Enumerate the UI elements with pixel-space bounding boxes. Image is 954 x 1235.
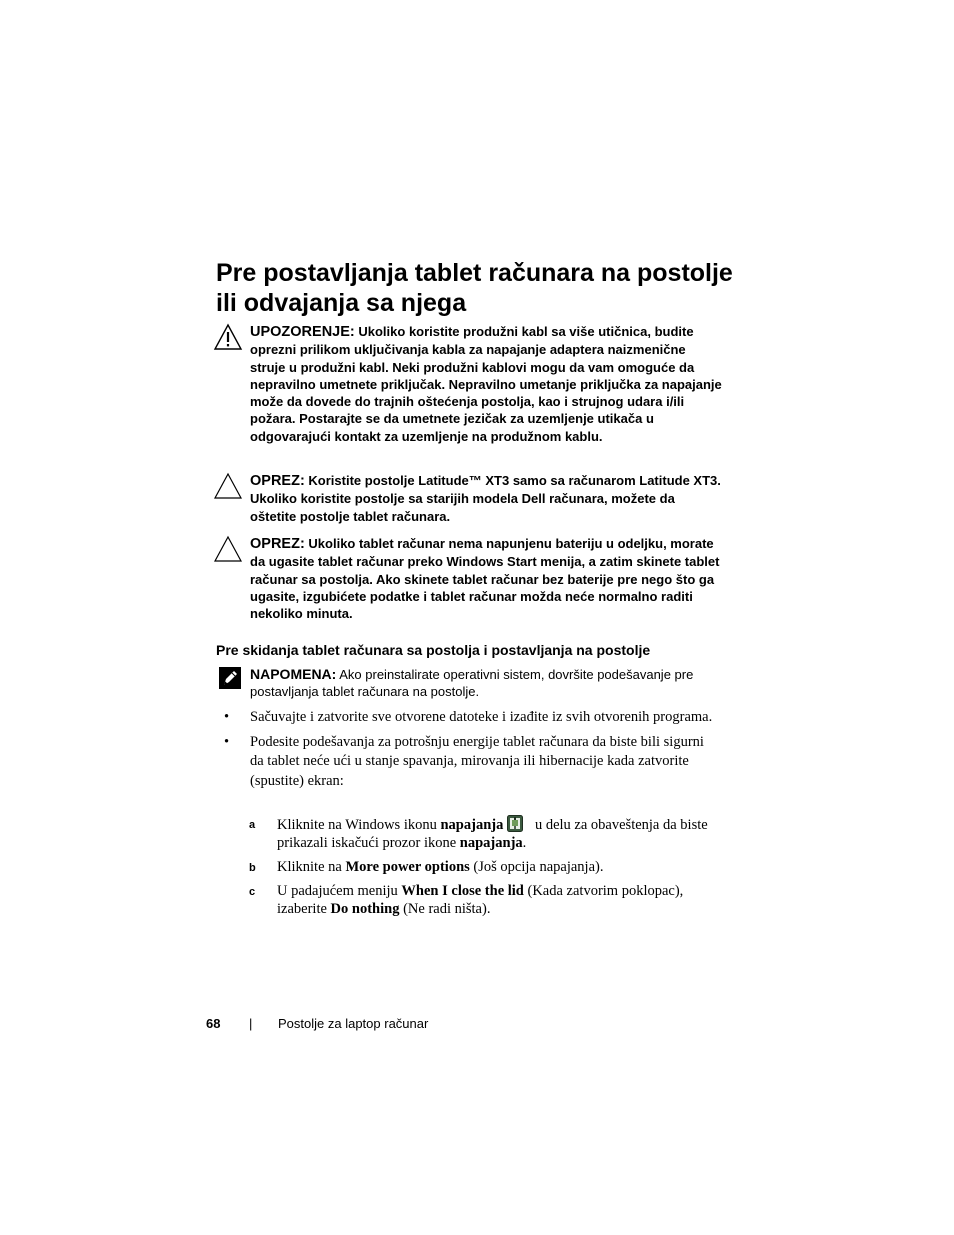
- warning-icon: [213, 323, 243, 351]
- note-label: NAPOMENA:: [250, 666, 337, 682]
- step-letter: a: [249, 819, 256, 831]
- step-c: c U padajućem meniju When I close the lid (Kada zatvorim poklopac), izaberite Do nothing (Ne radi ništa).: [249, 883, 684, 917]
- bullet-list: [224, 708, 714, 796]
- caution-icon: [213, 535, 243, 563]
- list-item: • Podesite podešavanja za potrošnju energije tablet računara da biste bili sigurni da tablet neće ući u stanje spavanja, mirovanja ili hibernacije kada zatvorite (spustite) ekran:: [224, 733, 704, 789]
- caution-notice-1: [213, 472, 723, 525]
- step-letter: c: [249, 886, 256, 898]
- warning-notice: [213, 323, 723, 445]
- caution-icon: [213, 472, 243, 500]
- power-meter-icon: [507, 815, 523, 832]
- step-a: a Kliknite na Windows ikonu napajanja u delu za obaveštenja da biste prikazali iskačući prozor ikone napajanja.: [249, 817, 708, 851]
- step-b: b Kliknite na More power options (Još opcija napajanja).: [249, 859, 604, 875]
- note-text: Ako preinstalirate operativni sistem, dovršite podešavanje pre postavljanja tablet računara na postolje.: [250, 667, 694, 699]
- section-title: Pre postavljanja tablet računara na postolje ili odvajanja sa njega: [216, 259, 733, 317]
- list-item: • Sačuvajte i zatvorite sve otvorene datoteke i izađite iz svih otvorenih programa.: [224, 708, 714, 728]
- step-list: [249, 815, 719, 924]
- procedure-subheading: Pre skidanja tablet računara sa postolja i postavljanja na postolje: [216, 642, 651, 658]
- note-notice: [216, 666, 726, 700]
- step-letter: b: [249, 862, 256, 874]
- warning-text: Ukoliko koristite produžni kabl sa više utičnica, budite oprezni prilikom uključivanja kabla za napajanje adaptera naizmenične struje u produžni kabl. Neki produžni kablovi mogu da vam omoguće da nepravilno umetnete priključak. Nepravilno umetanje priključka za napajanje može da dovede do trajnih oštećenja postolja, kao i strujnog udara i/ili požara. Postarajte se da umetnete jezičak za uzemljenje utikača u odgovarajući kontakt za uzemljenje na produžnom kablu.: [250, 324, 722, 444]
- caution-text: Ukoliko tablet računar nema napunjenu bateriju u odeljku, morate da ugasite tablet računar preko Windows Start menija, a zatim skinete tablet računar sa postolja. Ako skinete tablet računar bez baterije pre nego što ga ugasite, izgubićete podatke i tablet računar možda neće normalno raditi nekoliko minuta.: [250, 536, 720, 622]
- note-pencil-icon: [219, 667, 241, 689]
- caution-label: OPREZ:: [250, 536, 305, 552]
- caution-text: Koristite postolje Latitude™ XT3 samo sa računarom Latitude XT3. Ukoliko koristite postolje sa starijih modela Dell računara, možete da oštetite postolje tablet računara.: [250, 473, 721, 524]
- warning-label: UPOZORENJE:: [250, 324, 355, 340]
- bullet-marker: •: [224, 709, 230, 725]
- chapter-title: Postolje za laptop računar: [278, 1016, 429, 1031]
- bullet-marker: •: [224, 733, 230, 750]
- footer-separator: |: [249, 1016, 253, 1031]
- page-number: 68: [206, 1016, 221, 1031]
- caution-label: OPREZ:: [250, 473, 305, 489]
- caution-notice-2: [213, 535, 723, 622]
